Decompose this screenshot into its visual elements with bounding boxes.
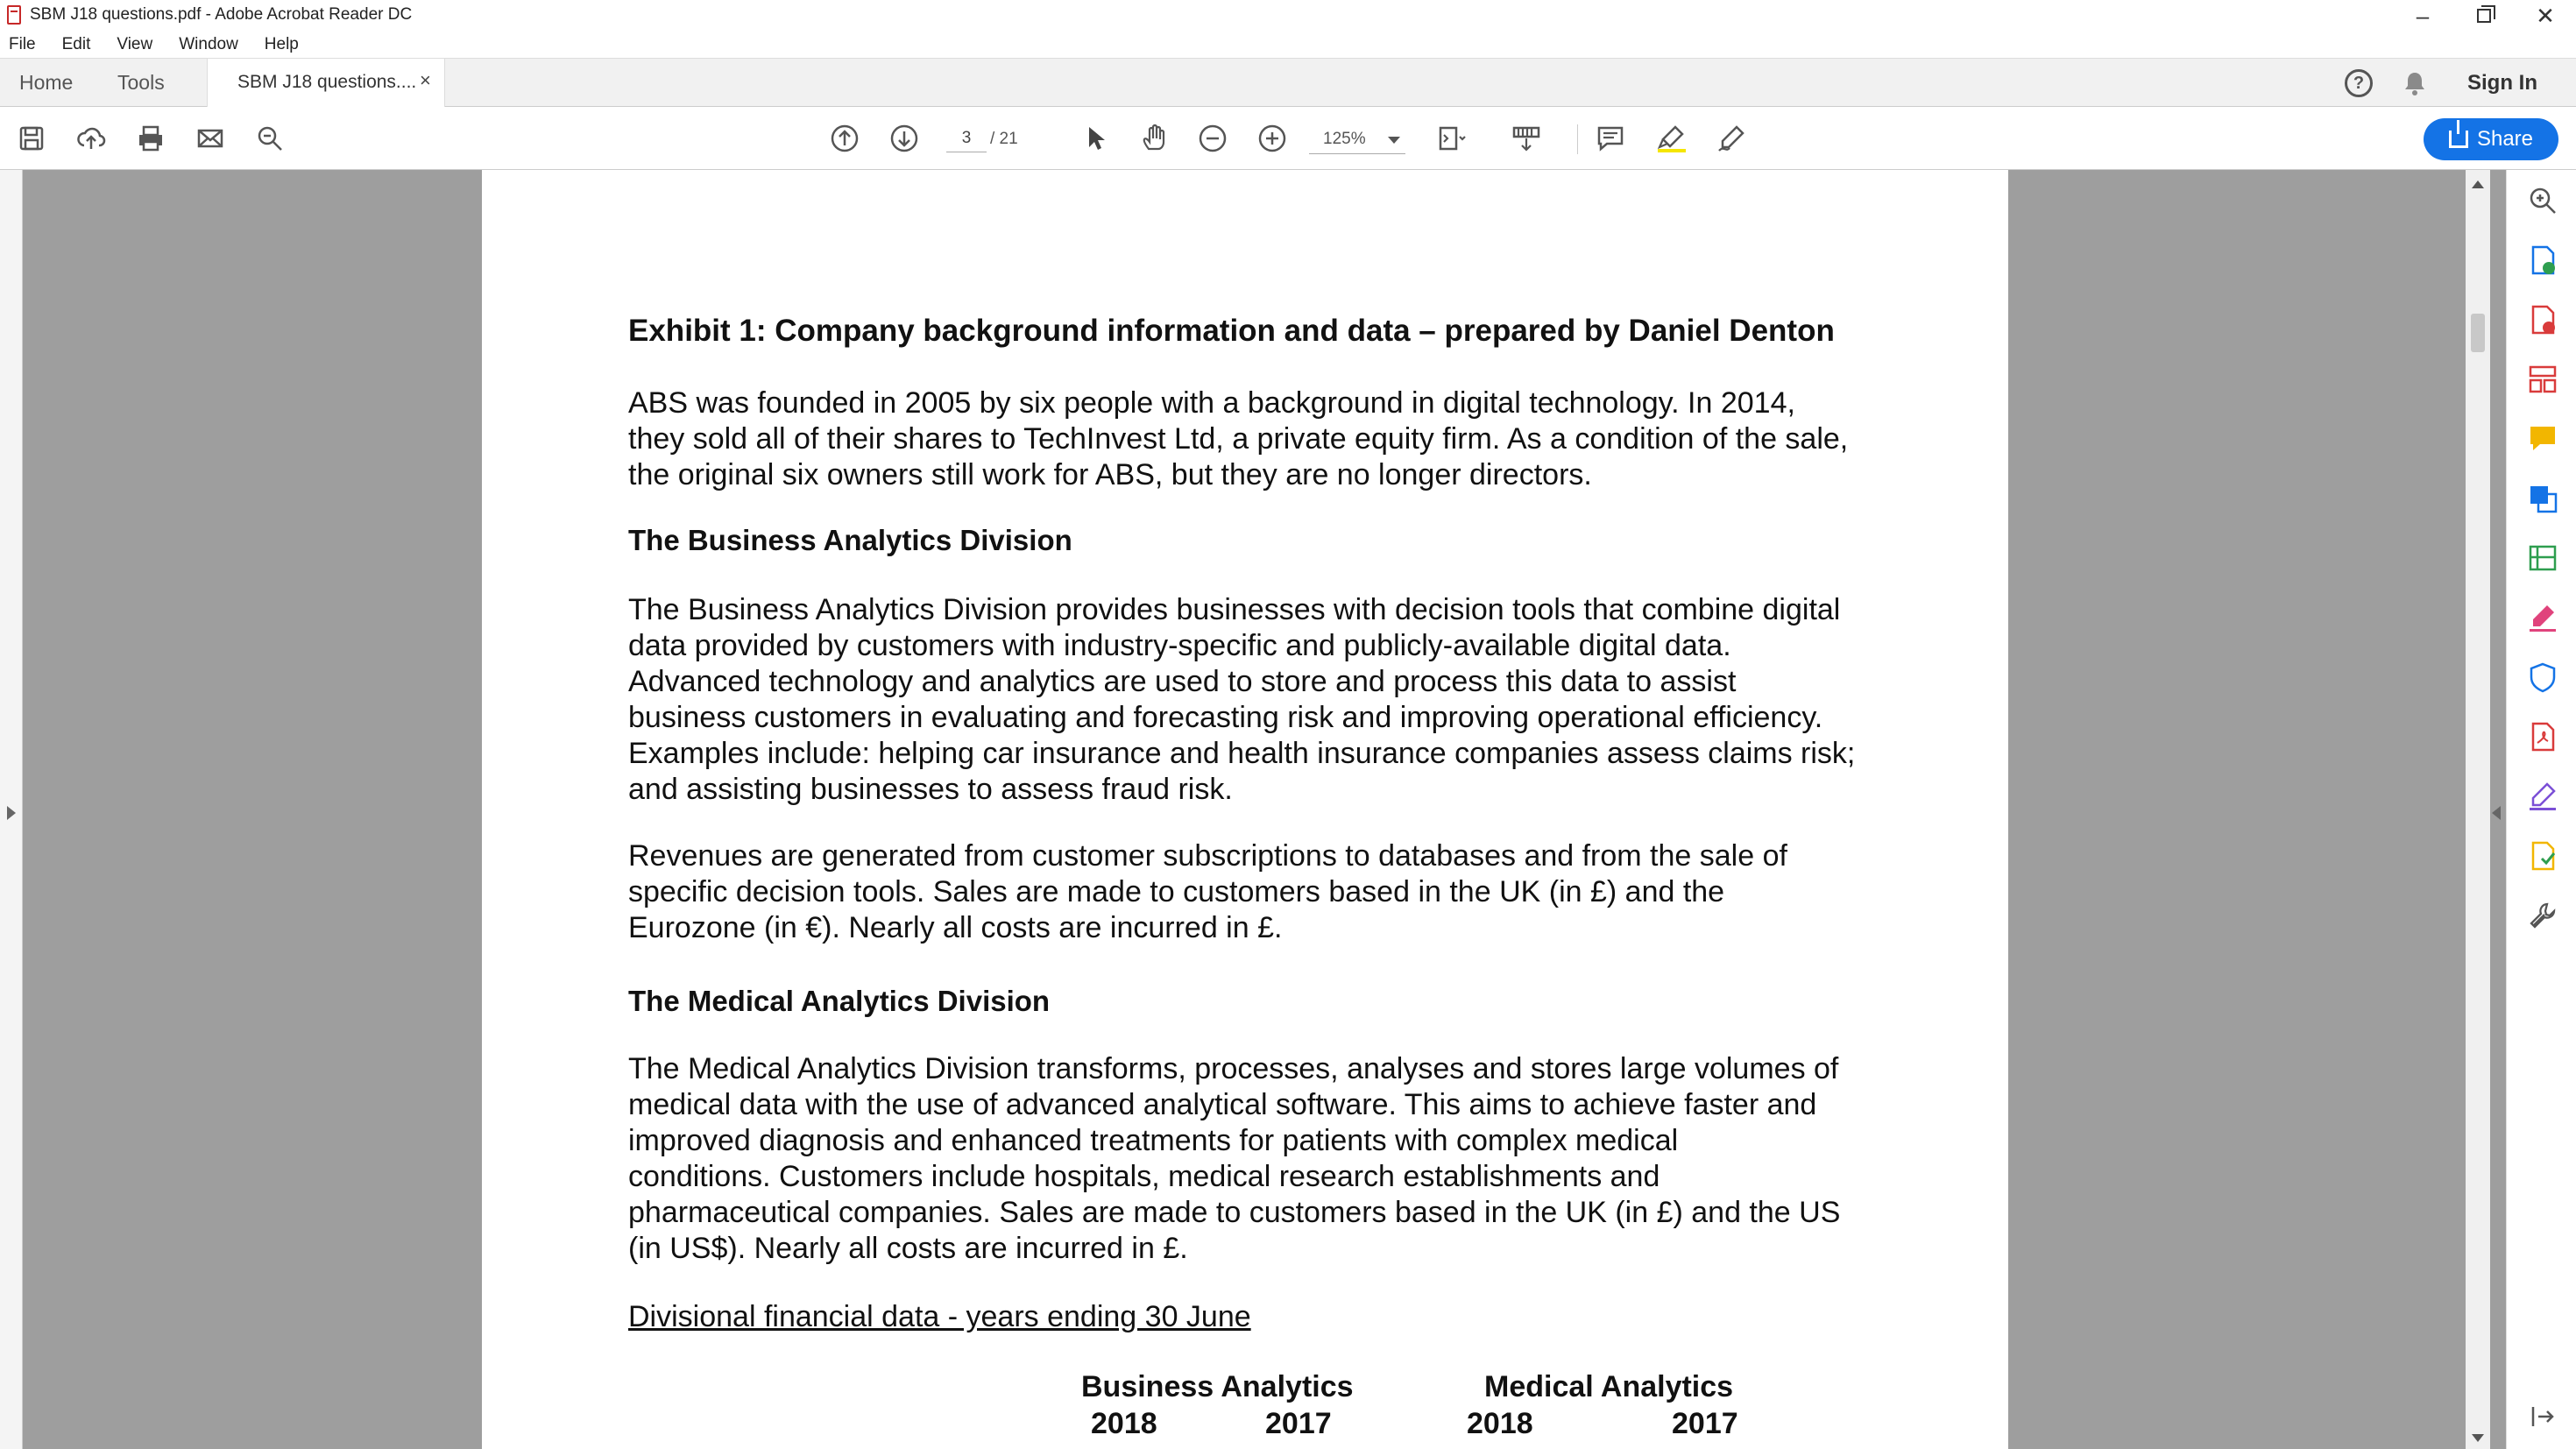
tab-document[interactable] — [207, 59, 445, 108]
zoom-level-select[interactable] — [1309, 124, 1405, 154]
menu-view[interactable]: View — [117, 35, 153, 53]
menu-help[interactable]: Help — [264, 35, 299, 53]
close-tab-icon[interactable]: × — [420, 69, 431, 91]
intro-line: the original six owners still work for ABS, but they are no longer directors. — [628, 458, 1592, 491]
paragraph-line: data provided by customers with industry-specific and publicly-available digital data. — [628, 629, 1731, 662]
tab-bar — [0, 58, 2576, 107]
paragraph-line: medical data with the use of advanced analytical software. This aims to achieve faster and — [628, 1088, 1817, 1121]
acrobat-pdf-icon — [7, 5, 21, 25]
collapse-right-pane-icon[interactable] — [2492, 806, 2501, 820]
financial-data-heading: Divisional financial data - years ending 30 June — [628, 1300, 1251, 1333]
expand-pane-icon[interactable] — [2526, 1400, 2559, 1433]
medical-analytics-column-header: Medical Analytics — [1484, 1370, 1734, 1403]
paragraph-line: Advanced technology and analytics are used to store and process this data to assist — [628, 665, 1737, 698]
search-icon[interactable] — [2526, 184, 2559, 217]
customize-tools-icon[interactable] — [2526, 899, 2559, 932]
restore-button[interactable] — [2453, 0, 2515, 32]
scrollbar-thumb[interactable] — [2471, 314, 2485, 352]
chevron-down-icon — [1388, 137, 1400, 144]
scroll-up-icon[interactable] — [2472, 180, 2484, 188]
year-column-header: 2017 — [1672, 1407, 1738, 1440]
highlight-icon[interactable] — [1654, 121, 1689, 156]
paragraph-line: Eurozone (in €). Nearly all costs are incurred in £. — [628, 911, 1283, 944]
help-icon[interactable]: ? — [2345, 69, 2373, 97]
page-fit-icon[interactable] — [1433, 121, 1468, 156]
email-icon[interactable] — [193, 121, 228, 156]
scroll-down-icon[interactable] — [2472, 1434, 2484, 1442]
menu-bar — [0, 32, 2576, 58]
create-pdf-icon[interactable] — [2526, 303, 2559, 336]
exhibit-title: Exhibit 1: Company background information and data – prepared by Daniel Denton — [628, 314, 1835, 348]
left-panel-toggle[interactable] — [0, 170, 23, 1449]
scroll-mode-icon[interactable] — [1509, 121, 1544, 156]
expand-left-panel-icon — [7, 806, 16, 820]
more-tools-document-icon[interactable] — [2526, 839, 2559, 873]
notification-bell-icon[interactable] — [2401, 69, 2429, 97]
tab-tools[interactable]: Tools — [117, 71, 165, 94]
business-analytics-paragraph-1 — [628, 592, 1925, 808]
business-analytics-column-header: Business Analytics — [1081, 1370, 1354, 1403]
menu-edit[interactable]: Edit — [61, 35, 91, 53]
year-column-header: 2017 — [1265, 1407, 1332, 1440]
protect-shield-icon[interactable] — [2526, 661, 2559, 694]
acrobat-pdf-tool-icon[interactable] — [2526, 720, 2559, 753]
document-workspace — [0, 170, 2506, 1449]
share-icon — [2449, 131, 2468, 148]
intro-paragraph — [628, 385, 1925, 493]
next-page-icon[interactable] — [887, 121, 922, 156]
paragraph-line: The Medical Analytics Division transforms, processes, analyses and stores large volumes of — [628, 1052, 1839, 1085]
sign-pen-icon[interactable] — [1714, 121, 1749, 156]
year-column-header: 2018 — [1091, 1407, 1157, 1440]
tab-document-label: SBM J18 questions.... — [237, 72, 417, 92]
upload-cloud-icon[interactable] — [74, 121, 109, 156]
zoom-level-value: 125% — [1323, 130, 1366, 148]
intro-line: they sold all of their shares to TechInvest Ltd, a private equity firm. As a condition of the sale, — [628, 422, 1849, 456]
menu-file[interactable]: File — [9, 35, 36, 53]
send-for-comments-icon[interactable] — [2526, 482, 2559, 515]
right-tools-pane — [2506, 170, 2576, 1449]
close-window-button[interactable]: ✕ — [2536, 2, 2555, 29]
menu-window[interactable]: Window — [179, 35, 238, 53]
previous-page-icon[interactable] — [827, 121, 862, 156]
organize-pages-icon[interactable] — [2526, 363, 2559, 396]
business-analytics-heading: The Business Analytics Division — [628, 524, 1072, 556]
print-icon[interactable] — [133, 121, 168, 156]
page-number-input[interactable]: 3 — [946, 124, 987, 152]
paragraph-line: (in US$). Nearly all costs are incurred in £. — [628, 1232, 1188, 1265]
intro-line: ABS was founded in 2005 by six people with a background in digital technology. In 2014, — [628, 386, 1795, 420]
hand-tool-icon[interactable] — [1137, 121, 1172, 156]
share-button[interactable] — [2424, 118, 2558, 160]
zoom-in-icon[interactable] — [1255, 121, 1290, 156]
paragraph-line: pharmaceutical companies. Sales are made to customers based in the UK (in £) and the US — [628, 1196, 1841, 1229]
fill-sign-icon[interactable] — [2526, 541, 2559, 575]
search-zoom-icon[interactable] — [252, 121, 287, 156]
medical-analytics-paragraph — [628, 1051, 1925, 1267]
restore-icon — [2477, 9, 2491, 23]
share-label: Share — [2476, 127, 2534, 151]
request-signature-icon[interactable] — [2526, 780, 2559, 813]
paragraph-line: conditions. Customers include hospitals, medical research establishments and — [628, 1160, 1660, 1193]
comment-icon[interactable] — [1593, 121, 1628, 156]
sign-in-link[interactable]: Sign In — [2467, 71, 2537, 95]
export-pdf-icon[interactable] — [2526, 244, 2559, 277]
vertical-scrollbar[interactable] — [2466, 170, 2490, 1449]
toolbar-divider — [1577, 124, 1578, 154]
business-analytics-paragraph-2 — [628, 838, 1925, 946]
page-total: / 21 — [990, 130, 1018, 148]
minimize-button[interactable]: – — [2416, 2, 2430, 29]
title-bar — [0, 0, 2576, 32]
zoom-out-icon[interactable] — [1195, 121, 1230, 156]
paragraph-line: Revenues are generated from customer subscriptions to databases and from the sale of — [628, 839, 1787, 873]
year-column-header: 2018 — [1467, 1407, 1533, 1440]
paragraph-line: improved diagnosis and enhanced treatments for patients with complex medical — [628, 1124, 1679, 1157]
paragraph-line: specific decision tools. Sales are made to customers based in the UK (in £) and the — [628, 875, 1725, 908]
select-cursor-icon[interactable] — [1078, 121, 1113, 156]
window-title: SBM J18 questions.pdf - Adobe Acrobat Reader DC — [30, 5, 413, 24]
medical-analytics-heading: The Medical Analytics Division — [628, 985, 1051, 1017]
paragraph-line: business customers in evaluating and forecasting risk and improving operational efficiency. — [628, 701, 1823, 734]
tab-home[interactable]: Home — [19, 71, 74, 94]
save-icon[interactable] — [14, 121, 49, 156]
paragraph-line: Examples include: helping car insurance and health insurance companies assess claims risk; — [628, 737, 1856, 770]
paragraph-line: The Business Analytics Division provides businesses with decision tools that combine digital — [628, 593, 1841, 626]
main-toolbar — [0, 107, 2576, 170]
pdf-page — [482, 170, 2008, 1449]
comment-tool-icon[interactable] — [2526, 422, 2559, 456]
edit-pdf-icon[interactable] — [2526, 601, 2559, 634]
paragraph-line: and assisting businesses to assess fraud risk. — [628, 773, 1233, 806]
